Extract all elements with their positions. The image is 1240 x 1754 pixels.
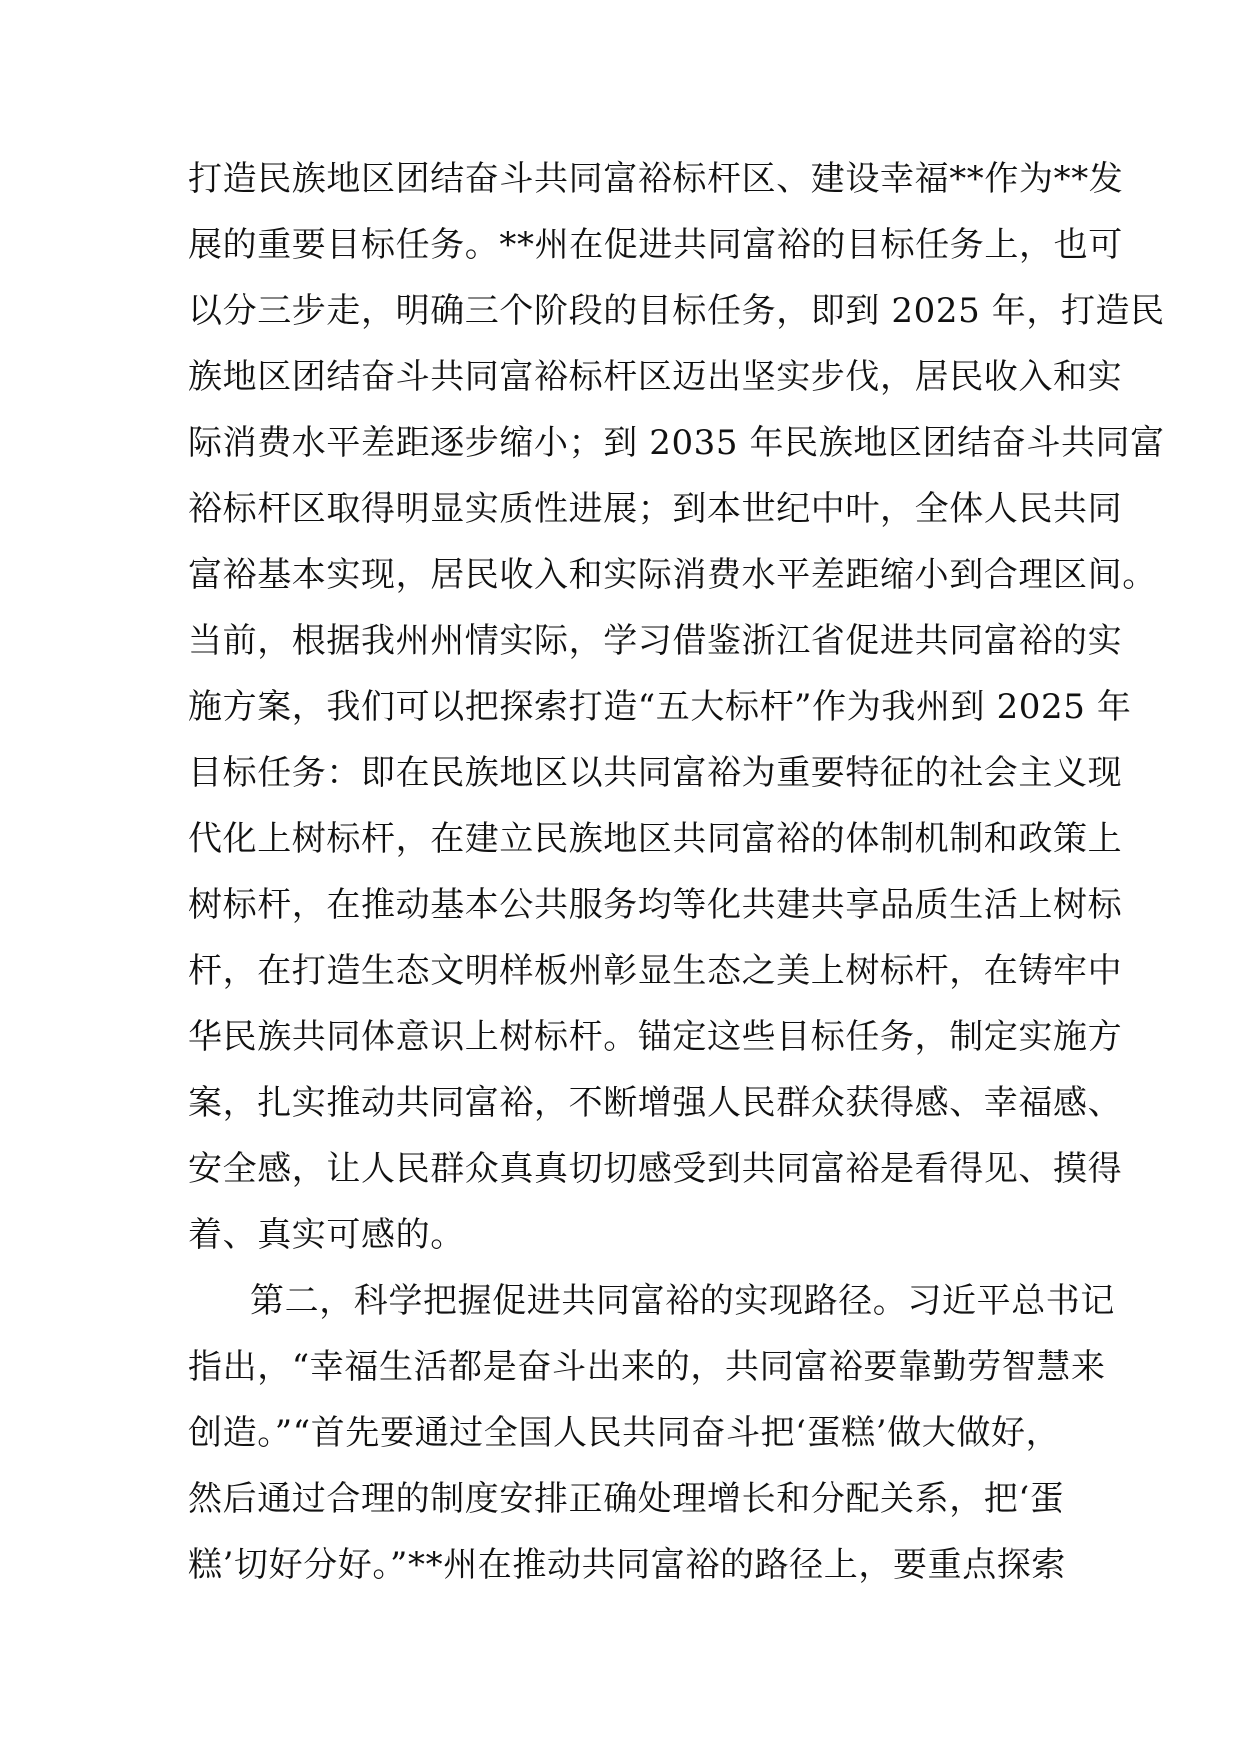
text-line: 然后通过合理的制度安排正确处理增长和分配关系，把‘蛋 [188,1479,1065,1519]
text-line: 指出，“幸福生活都是奋斗出来的，共同富裕要靠勤劳智慧来 [188,1347,1106,1387]
text-line: 创造。”“首先要通过全国人民共同奋斗把‘蛋糕’做大做好， [188,1413,1061,1453]
text-line: 族地区团结奋斗共同富裕标杆区迈出坚实步伐，居民收入和实 [188,357,1123,397]
text-line: 华民族共同体意识上树标杆。锚定这些目标任务，制定实施方 [188,1017,1123,1057]
text-line: 着、真实可感的。 [188,1215,465,1255]
text-line: 杆，在打造生态文明样板州彰显生态之美上树标杆，在铸牢中 [188,951,1123,991]
text-line: 以分三步走，明确三个阶段的目标任务，即到 2025 年，打造民 [188,291,1165,331]
text-line: 代化上树标杆，在建立民族地区共同富裕的体制机制和政策上 [188,819,1123,859]
text-line: 际消费水平差距逐步缩小；到 2035 年民族地区团结奋斗共同富 [188,423,1165,463]
text-line: 施方案，我们可以把探索打造“五大标杆”作为我州到 2025 年 [188,687,1132,727]
text-line: 富裕基本实现，居民收入和实际消费水平差距缩小到合理区间。 [188,555,1157,595]
text-line: 当前，根据我州州情实际，学习借鉴浙江省促进共同富裕的实 [188,621,1123,661]
text-line: 打造民族地区团结奋斗共同富裕标杆区、建设幸福**作为**发 [188,159,1124,199]
text-line: 案，扎实推动共同富裕，不断增强人民群众获得感、幸福感、 [188,1083,1123,1123]
text-line: 树标杆，在推动基本公共服务均等化共建共享品质生活上树标 [188,885,1123,925]
text-line: 糕’切好分好。”**州在推动共同富裕的路径上，要重点探索 [188,1545,1066,1585]
text-line: 目标任务：即在民族地区以共同富裕为重要特征的社会主义现 [188,753,1123,793]
paragraph-start-line: 第二，科学把握促进共同富裕的实现路径。习近平总书记 [250,1281,1115,1321]
text-line: 裕标杆区取得明显实质性进展；到本世纪中叶，全体人民共同 [188,489,1123,529]
text-line: 安全感，让人民群众真真切切感受到共同富裕是看得见、摸得 [188,1149,1123,1189]
text-line: 展的重要目标任务。**州在促进共同富裕的目标任务上，也可 [188,225,1123,265]
